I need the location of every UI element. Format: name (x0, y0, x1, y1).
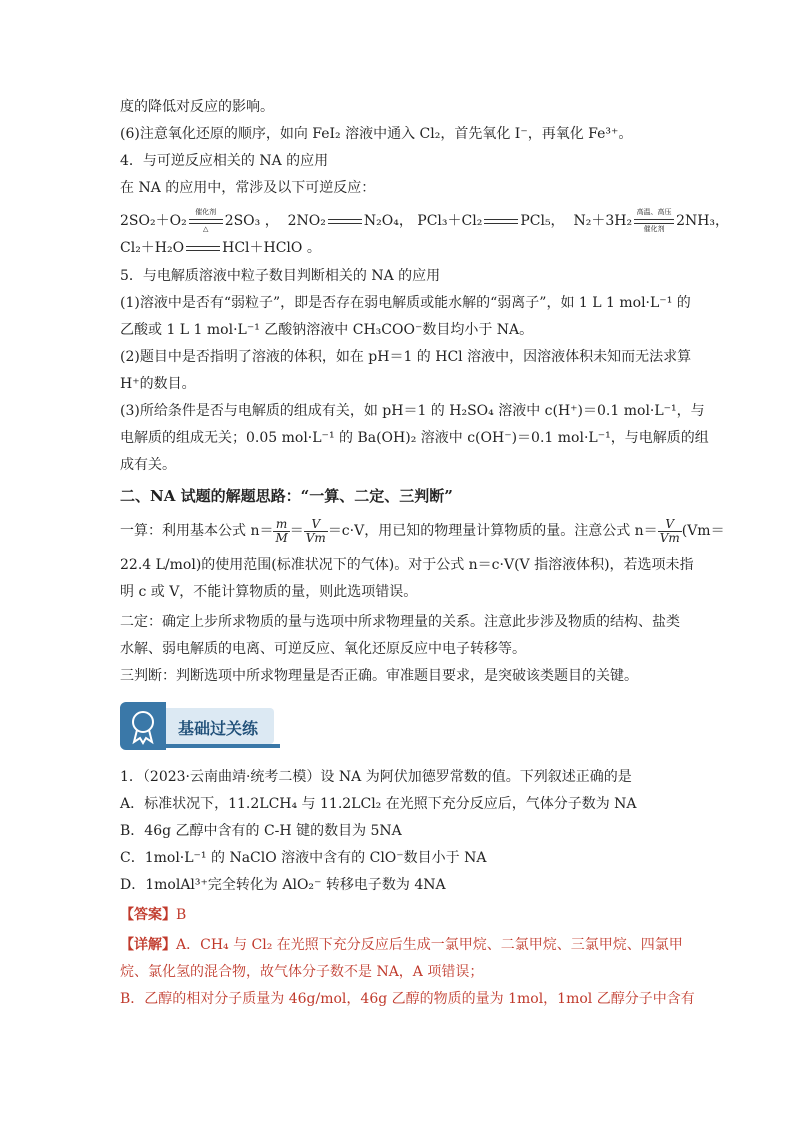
option-b: B．46g 乙醇中含有的 C-H 键的数目为 5NA (120, 823, 402, 839)
equation-part: 2SO₂＋O₂ (120, 213, 187, 229)
equation-part: Cl₂＋H₂O (120, 240, 185, 256)
denominator: Vm (305, 530, 326, 545)
denominator: M (275, 530, 288, 545)
equation-part: N₂＋3H₂ (573, 213, 633, 229)
section-heading: 5．与电解质溶液中粒子数目判断相关的 NA 的应用 (120, 268, 441, 284)
numerator: m (273, 518, 289, 532)
arrow-caption: 高温、高压 (636, 208, 672, 216)
explanation-line (120, 935, 683, 955)
section-banner (120, 702, 280, 750)
reversible-arrow (189, 208, 223, 233)
text-line: 成有关。 (120, 457, 176, 473)
reversible-arrow (634, 208, 674, 233)
text-line: (2)题目中是否指明了溶液的体积，如在 pH＝1 的 HCl 溶液中，因溶液体积未知而无法求算 (120, 349, 692, 365)
explanation-line: B．乙醇的相对分子质量为 46g/mol，46g 乙醇的物质的量为 1mol，1mol 乙醇分子中含有 (120, 991, 695, 1007)
text-line: 水解、弱电解质的电离、可逆反应、氧化还原反应中电子转移等。 (120, 641, 526, 657)
text-line: (3)所给条件是否与电解质的组成有关，如 pH＝1 的 H₂SO₄ 溶液中 c(H⁺)＝0.1 mol·L⁻¹，与 (120, 403, 705, 419)
section-heading: 4．与可逆反应相关的 NA 的应用 (120, 153, 329, 169)
explanation-line: 烷、氯化氢的混合物，故气体分子数不是 NA，A 项错误； (120, 964, 484, 980)
reversible-arrow (484, 214, 518, 228)
reversible-arrow (186, 241, 220, 255)
banner-stripe (166, 744, 280, 748)
denominator: Vm (659, 530, 680, 545)
option-d: D．1molAl³⁺完全转化为 AlO₂⁻ 转移电子数为 4NA (120, 877, 446, 893)
option-c: C．1mol·L⁻¹ 的 NaClO 溶液中含有的 ClO⁻数目小于 NA (120, 850, 487, 866)
text-line: (1)溶液中是否有“弱粒子”，即是否存在弱电解质或能水解的“弱离子”，如 1 L 1 mol·L⁻¹ 的 (120, 295, 691, 311)
formula-text: ＝c·V，用已知的物理量计算物质的量。注意公式 n＝ (327, 523, 658, 539)
explanation-text: A．CH₄ 与 Cl₂ 在光照下充分反应后生成一氯甲烷、二氯甲烷、三氯甲烷、四氯甲 (176, 937, 683, 953)
text-line: 三判断：判断选项中所求物理量是否正确。审准题目要求，是突破该类题目的关键。 (120, 668, 638, 684)
option-a: A．标准状况下，11.2LCH₄ 与 11.2LCl₂ 在光照下充分反应后，气体分子数为 NA (120, 796, 637, 812)
equation-part: PCl₅， (520, 213, 565, 229)
formula-text: (Vm＝ (681, 523, 725, 539)
explanation-label: 【详解】 (120, 937, 176, 953)
formula-text: ＝ (289, 523, 304, 539)
numerator: V (658, 518, 682, 532)
equation-part: 2NO₂ (287, 213, 326, 229)
equation-line (120, 238, 680, 258)
text-line: 22.4 L/mol)的使用范围(标准状况下的气体)。对于公式 n＝c·V(V 指溶液体积)，若选项未指 (120, 557, 694, 573)
arrow-caption: 催化剂 (195, 208, 217, 216)
text-line: 二定：确定上步所求物质的量与选项中所求物理量的关系。注意此步涉及物质的结构、盐类 (120, 614, 680, 630)
ribbon-badge-icon (120, 702, 166, 750)
text-line: 乙酸或 1 L 1 mol·L⁻¹ 乙酸钠溶液中 CH₃COO⁻数目均小于 NA。 (120, 322, 534, 338)
answer-value: B (176, 907, 187, 923)
fraction (658, 518, 682, 545)
equation-part: HCl＋HClO 。 (222, 240, 321, 256)
fraction (273, 518, 289, 545)
text-line: 度的降低对反应的影响。 (120, 99, 274, 115)
answer-label: 【答案】 (120, 907, 176, 923)
equation-part: N₂O₄， (363, 213, 413, 229)
equation-part: 2NH₃， (676, 213, 730, 229)
section-heading: 二、NA 试题的解题思路：“一算、二定、三判断” (120, 487, 453, 505)
equation-line (120, 208, 730, 233)
fraction (304, 518, 328, 545)
arrow-caption: 催化剂 (643, 225, 665, 233)
banner-label: 基础过关练 (178, 719, 259, 738)
reversible-arrow (328, 214, 362, 228)
formula-line (120, 516, 725, 546)
equation-part: PCl₃＋Cl₂ (417, 213, 483, 229)
text-line: 在 NA 的应用中，常涉及以下可逆反应： (120, 180, 376, 196)
text-line: 电解质的组成无关；0.05 mol·L⁻¹ 的 Ba(OH)₂ 溶液中 c(OH⁻)＝0.1 mol·L⁻¹，与电解质的组 (120, 430, 709, 446)
text-line: 明 c 或 V，不能计算物质的量，则此选项错误。 (120, 584, 418, 600)
answer-line (120, 905, 680, 925)
arrow-caption: △ (202, 225, 209, 233)
numerator: V (304, 518, 328, 532)
text-line: (6)注意氧化还原的顺序，如向 FeI₂ 溶液中通入 Cl₂，首先氧化 I⁻，再氧化 Fe³⁺。 (120, 126, 633, 142)
formula-text: 一算：利用基本公式 n＝ (120, 523, 274, 539)
question-stem: 1．（2023·云南曲靖·统考二模）设 NA 为阿伏加德罗常数的值。下列叙述正确的是 (120, 769, 632, 785)
text-line: H⁺的数目。 (120, 376, 196, 392)
equation-part: 2SO₃ ， (224, 213, 279, 229)
